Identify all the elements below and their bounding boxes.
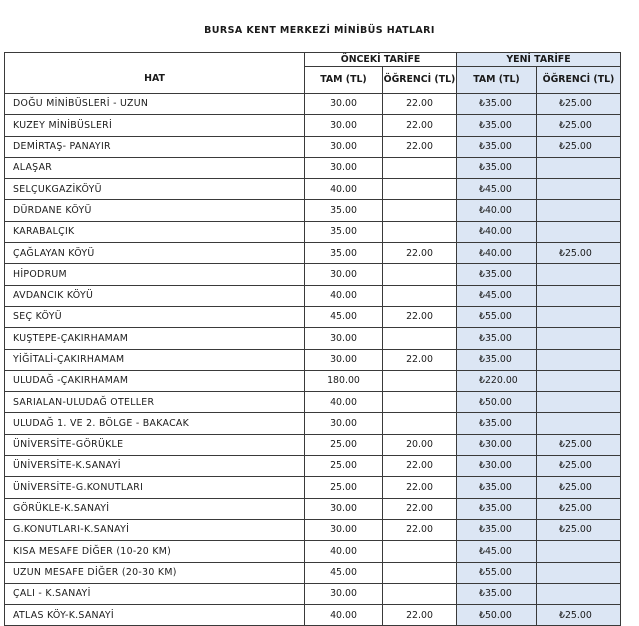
previous-tariff-header: ÖNCEKİ TARİFE [305, 53, 457, 67]
new-full-cell: ₺40.00 [457, 221, 537, 242]
route-cell: ATLAS KÖY-K.SANAYİ [5, 605, 305, 626]
previous-full-cell: 35.00 [305, 221, 383, 242]
table-row [5, 392, 621, 413]
previous-student-cell: 22.00 [383, 115, 457, 136]
new-full-cell: ₺30.00 [457, 434, 537, 455]
previous-full-header: TAM (TL) [305, 67, 383, 94]
previous-full-cell: 30.00 [305, 328, 383, 349]
new-full-cell: ₺35.00 [457, 94, 537, 115]
new-full-cell: ₺55.00 [457, 306, 537, 327]
previous-full-cell: 25.00 [305, 477, 383, 498]
route-cell: KUŞTEPE-ÇAKIRHAMAM [5, 328, 305, 349]
route-cell: ULUDAĞ 1. VE 2. BÖLGE - BAKACAK [5, 413, 305, 434]
new-student-cell: ₺25.00 [537, 136, 621, 157]
route-cell: SELÇUKGAZİKÖYÜ [5, 179, 305, 200]
new-student-cell [537, 221, 621, 242]
previous-student-cell: 20.00 [383, 434, 457, 455]
previous-full-cell: 40.00 [305, 285, 383, 306]
route-header: HAT [5, 67, 305, 94]
table-row [5, 221, 621, 242]
route-cell: GÖRÜKLE-K.SANAYİ [5, 498, 305, 519]
new-full-cell: ₺35.00 [457, 583, 537, 604]
new-full-cell: ₺30.00 [457, 456, 537, 477]
previous-student-cell [383, 200, 457, 221]
new-student-cell: ₺25.00 [537, 115, 621, 136]
previous-student-cell [383, 392, 457, 413]
previous-student-cell [383, 541, 457, 562]
previous-full-cell: 25.00 [305, 456, 383, 477]
table-row [5, 94, 621, 115]
previous-student-cell [383, 413, 457, 434]
previous-full-cell: 30.00 [305, 349, 383, 370]
previous-full-cell: 30.00 [305, 115, 383, 136]
previous-student-cell: 22.00 [383, 349, 457, 370]
new-student-cell [537, 349, 621, 370]
new-student-cell: ₺25.00 [537, 94, 621, 115]
new-student-cell [537, 179, 621, 200]
new-full-header: TAM (TL) [457, 67, 537, 94]
previous-student-cell: 22.00 [383, 477, 457, 498]
page-title: BURSA KENT MERKEZİ MİNİBÜS HATLARI [204, 25, 435, 36]
route-cell: UZUN MESAFE DİĞER (20-30 KM) [5, 562, 305, 583]
table-row [5, 413, 621, 434]
new-full-cell: ₺35.00 [457, 413, 537, 434]
previous-full-cell: 40.00 [305, 541, 383, 562]
new-student-cell: ₺25.00 [537, 477, 621, 498]
new-tariff-header: YENİ TARİFE [457, 53, 621, 67]
previous-full-cell: 40.00 [305, 605, 383, 626]
new-student-cell [537, 413, 621, 434]
previous-full-cell: 30.00 [305, 519, 383, 540]
new-student-cell [537, 392, 621, 413]
table-row [5, 306, 621, 327]
route-cell: DEMİRTAŞ- PANAYIR [5, 136, 305, 157]
new-full-cell: ₺35.00 [457, 157, 537, 178]
fare-table [4, 52, 621, 626]
new-student-cell [537, 562, 621, 583]
new-full-cell: ₺45.00 [457, 179, 537, 200]
previous-student-cell: 22.00 [383, 519, 457, 540]
new-full-cell: ₺40.00 [457, 243, 537, 264]
table-row [5, 562, 621, 583]
route-cell: AVDANCIK KÖYÜ [5, 285, 305, 306]
route-cell: ÜNİVERSİTE-G.KONUTLARI [5, 477, 305, 498]
new-student-cell [537, 264, 621, 285]
previous-student-cell [383, 583, 457, 604]
previous-full-cell: 30.00 [305, 498, 383, 519]
new-full-cell: ₺40.00 [457, 200, 537, 221]
table-row [5, 370, 621, 391]
previous-student-cell [383, 221, 457, 242]
previous-full-cell: 30.00 [305, 136, 383, 157]
route-cell: G.KONUTLARI-K.SANAYİ [5, 519, 305, 540]
new-student-cell [537, 306, 621, 327]
fare-table-body [5, 94, 621, 626]
table-row [5, 519, 621, 540]
table-row [5, 434, 621, 455]
previous-full-cell: 45.00 [305, 562, 383, 583]
new-student-cell [537, 328, 621, 349]
new-full-cell: ₺35.00 [457, 519, 537, 540]
new-student-cell [537, 285, 621, 306]
table-row [5, 157, 621, 178]
table-row [5, 583, 621, 604]
new-full-cell: ₺35.00 [457, 115, 537, 136]
new-full-cell: ₺35.00 [457, 349, 537, 370]
previous-student-cell [383, 157, 457, 178]
previous-student-cell: 22.00 [383, 136, 457, 157]
previous-student-cell: 22.00 [383, 498, 457, 519]
new-full-cell: ₺55.00 [457, 562, 537, 583]
new-full-cell: ₺35.00 [457, 477, 537, 498]
table-row [5, 541, 621, 562]
table-row [5, 477, 621, 498]
previous-full-cell: 25.00 [305, 434, 383, 455]
route-cell: ÜNİVERSİTE-K.SANAYİ [5, 456, 305, 477]
route-cell: ÇALI - K.SANAYİ [5, 583, 305, 604]
new-full-cell: ₺35.00 [457, 498, 537, 519]
route-cell: KISA MESAFE DİĞER (10-20 KM) [5, 541, 305, 562]
new-student-cell: ₺25.00 [537, 456, 621, 477]
route-cell: SARIALAN-ULUDAĞ OTELLER [5, 392, 305, 413]
route-cell: DOĞU MİNİBÜSLERİ - UZUN [5, 94, 305, 115]
route-cell: YİĞİTALİ-ÇAKIRHAMAM [5, 349, 305, 370]
table-row [5, 264, 621, 285]
previous-full-cell: 30.00 [305, 264, 383, 285]
previous-full-cell: 30.00 [305, 413, 383, 434]
route-cell: DÜRDANE KÖYÜ [5, 200, 305, 221]
previous-student-header: ÖĞRENCİ (TL) [383, 67, 457, 94]
new-student-cell: ₺25.00 [537, 243, 621, 264]
previous-student-cell [383, 562, 457, 583]
new-full-cell: ₺45.00 [457, 285, 537, 306]
previous-student-cell: 22.00 [383, 243, 457, 264]
previous-student-cell [383, 285, 457, 306]
new-student-cell [537, 157, 621, 178]
empty-header-cell [5, 53, 305, 67]
previous-full-cell: 35.00 [305, 243, 383, 264]
previous-full-cell: 40.00 [305, 179, 383, 200]
table-row [5, 349, 621, 370]
previous-student-cell: 22.00 [383, 605, 457, 626]
new-student-cell [537, 583, 621, 604]
previous-full-cell: 35.00 [305, 200, 383, 221]
table-row [5, 179, 621, 200]
previous-student-cell [383, 370, 457, 391]
new-student-header: ÖĞRENCİ (TL) [537, 67, 621, 94]
table-row [5, 498, 621, 519]
route-cell: HİPODRUM [5, 264, 305, 285]
table-row [5, 115, 621, 136]
route-cell: ALAŞAR [5, 157, 305, 178]
previous-full-cell: 30.00 [305, 583, 383, 604]
new-student-cell [537, 200, 621, 221]
table-row [5, 605, 621, 626]
new-student-cell: ₺25.00 [537, 519, 621, 540]
previous-student-cell [383, 264, 457, 285]
new-student-cell: ₺25.00 [537, 605, 621, 626]
new-full-cell: ₺220.00 [457, 370, 537, 391]
route-cell: KARABALÇIK [5, 221, 305, 242]
previous-student-cell: 22.00 [383, 456, 457, 477]
table-row [5, 243, 621, 264]
route-cell: SEÇ KÖYÜ [5, 306, 305, 327]
previous-full-cell: 40.00 [305, 392, 383, 413]
previous-student-cell [383, 328, 457, 349]
new-full-cell: ₺35.00 [457, 328, 537, 349]
route-cell: KUZEY MİNİBÜSLERİ [5, 115, 305, 136]
table-row [5, 456, 621, 477]
table-row [5, 136, 621, 157]
previous-student-cell: 22.00 [383, 306, 457, 327]
new-full-cell: ₺50.00 [457, 392, 537, 413]
table-row [5, 285, 621, 306]
new-full-cell: ₺35.00 [457, 264, 537, 285]
previous-full-cell: 30.00 [305, 94, 383, 115]
previous-full-cell: 30.00 [305, 157, 383, 178]
route-cell: ULUDAĞ -ÇAKIRHAMAM [5, 370, 305, 391]
new-student-cell [537, 370, 621, 391]
route-cell: ÇAĞLAYAN KÖYÜ [5, 243, 305, 264]
route-cell: ÜNİVERSİTE-GÖRÜKLE [5, 434, 305, 455]
new-student-cell [537, 541, 621, 562]
new-full-cell: ₺35.00 [457, 136, 537, 157]
previous-full-cell: 180.00 [305, 370, 383, 391]
new-student-cell: ₺25.00 [537, 434, 621, 455]
new-full-cell: ₺45.00 [457, 541, 537, 562]
previous-student-cell: 22.00 [383, 94, 457, 115]
table-row [5, 328, 621, 349]
previous-student-cell [383, 179, 457, 200]
new-full-cell: ₺50.00 [457, 605, 537, 626]
new-student-cell: ₺25.00 [537, 498, 621, 519]
table-row [5, 200, 621, 221]
previous-full-cell: 45.00 [305, 306, 383, 327]
